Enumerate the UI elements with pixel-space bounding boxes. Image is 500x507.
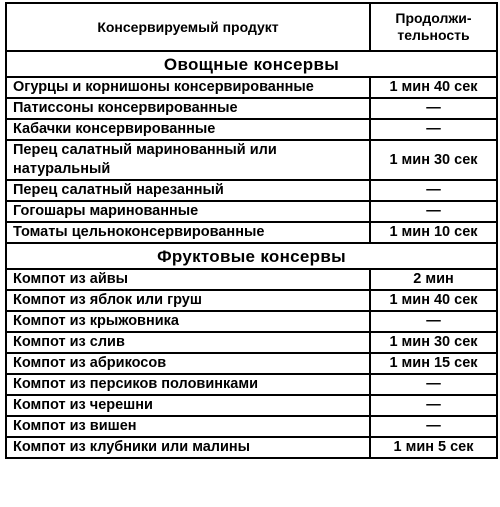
- table-row: [6, 77, 497, 98]
- product-cell: Томаты цельноконсервированные: [6, 222, 370, 243]
- duration-cell: —: [370, 374, 497, 395]
- duration-cell: 1 мин 40 сек: [370, 77, 497, 98]
- duration-cell: —: [370, 180, 497, 201]
- duration-cell: 1 мин 40 сек: [370, 290, 497, 311]
- duration-cell: 1 мин 30 сек: [370, 332, 497, 353]
- table-row: [6, 222, 497, 243]
- product-cell: Огурцы и корнишоны консервированные: [6, 77, 370, 98]
- product-cell: Компот из абрикосов: [6, 353, 370, 374]
- duration-cell: —: [370, 201, 497, 222]
- table-row: [6, 269, 497, 290]
- product-cell: Компот из черешни: [6, 395, 370, 416]
- header-duration-line2: тельность: [397, 27, 470, 43]
- table-row: [6, 395, 497, 416]
- product-cell: Компот из айвы: [6, 269, 370, 290]
- product-cell: Патиссоны консервированные: [6, 98, 370, 119]
- table-row: [6, 98, 497, 119]
- table-row: [6, 119, 497, 140]
- header-row: [6, 3, 497, 51]
- duration-cell: —: [370, 98, 497, 119]
- product-cell: Гогошары маринованные: [6, 201, 370, 222]
- table-row: [6, 374, 497, 395]
- duration-cell: 1 мин 5 сек: [370, 437, 497, 458]
- product-cell: Кабачки консервированные: [6, 119, 370, 140]
- duration-cell: 1 мин 15 сек: [370, 353, 497, 374]
- duration-cell: 2 мин: [370, 269, 497, 290]
- duration-cell: —: [370, 119, 497, 140]
- table-row: [6, 353, 497, 374]
- header-duration: [370, 3, 497, 51]
- duration-cell: —: [370, 311, 497, 332]
- table-body: [6, 3, 497, 458]
- duration-cell: 1 мин 30 сек: [370, 140, 497, 180]
- table-row: [6, 290, 497, 311]
- table-row: [6, 140, 497, 180]
- table-row: [6, 332, 497, 353]
- header-product: Консервируемый продукт: [6, 3, 370, 51]
- table-row: [6, 180, 497, 201]
- canning-duration-table: [5, 2, 498, 459]
- product-cell: Компот из яблок или груш: [6, 290, 370, 311]
- product-cell: Компот из вишен: [6, 416, 370, 437]
- section-title: Овощные консервы: [6, 51, 497, 77]
- product-cell: Компот из крыжовника: [6, 311, 370, 332]
- product-cell: Компот из клубники или малины: [6, 437, 370, 458]
- table-row: [6, 201, 497, 222]
- section-title: Фруктовые консервы: [6, 243, 497, 269]
- header-duration-line1: Продолжи-: [395, 10, 472, 26]
- table-row: [6, 437, 497, 458]
- product-cell: Перец салатный маринованный или натуральный: [6, 140, 370, 180]
- product-cell: Компот из слив: [6, 332, 370, 353]
- table-row: [6, 311, 497, 332]
- duration-cell: 1 мин 10 сек: [370, 222, 497, 243]
- product-cell: Перец салатный нарезанный: [6, 180, 370, 201]
- section-header-row: [6, 51, 497, 77]
- table-row: [6, 416, 497, 437]
- duration-cell: —: [370, 416, 497, 437]
- product-cell: Компот из персиков половинками: [6, 374, 370, 395]
- section-header-row: [6, 243, 497, 269]
- document-page: [5, 2, 498, 459]
- duration-cell: —: [370, 395, 497, 416]
